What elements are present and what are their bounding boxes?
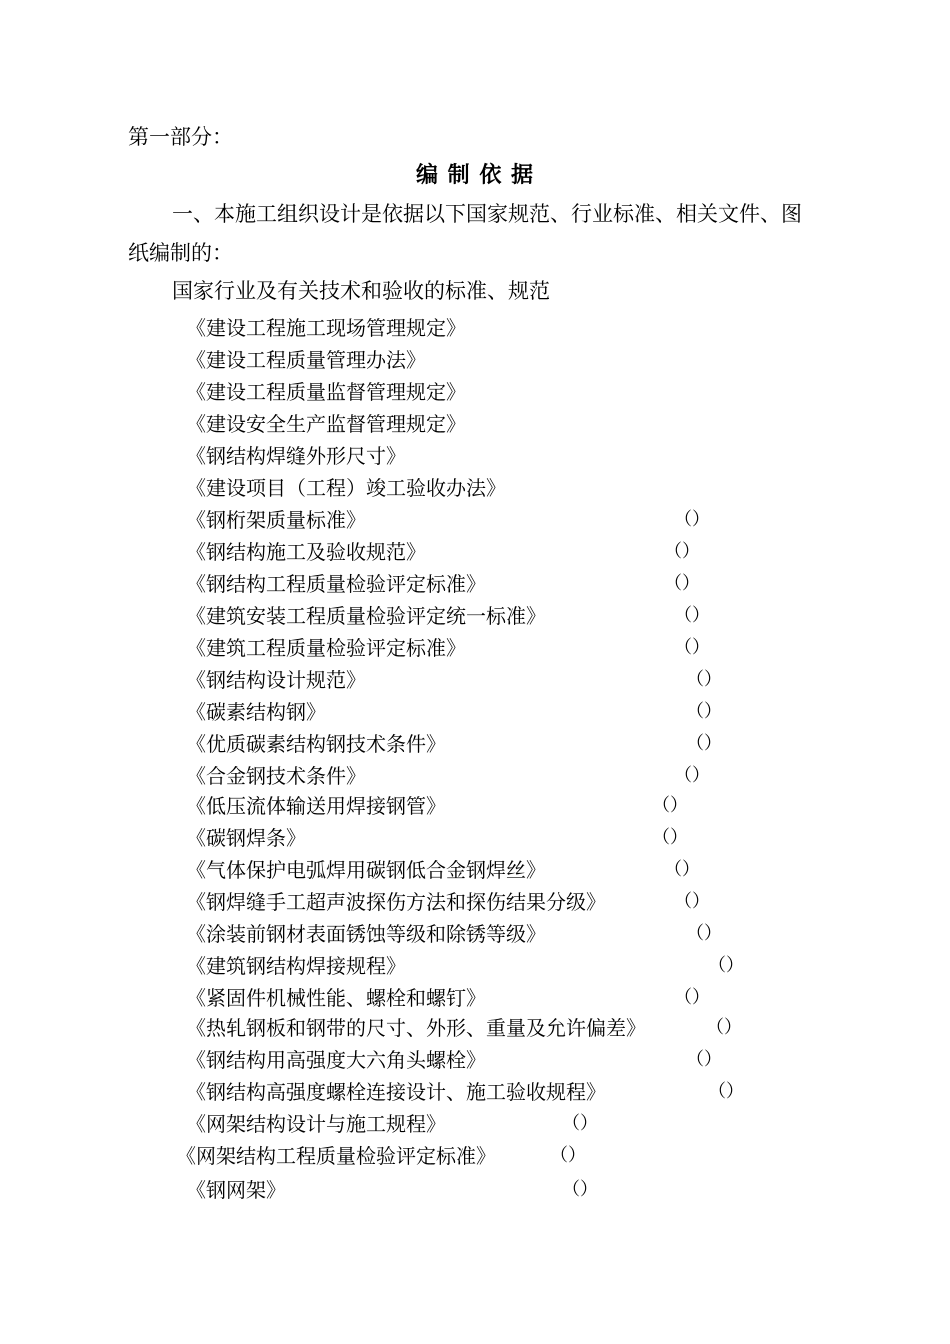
standard-code: （）: [708, 955, 744, 976]
standard-title: 《气体保护电弧焊用碳钢低合金钢焊丝》: [186, 858, 546, 882]
standard-title: 《建筑钢结构焊接规程》: [186, 954, 406, 978]
standard-title: 《建设安全生产监督管理规定》: [186, 412, 466, 436]
standard-title: 《钢网架》: [186, 1178, 286, 1202]
standard-title: 《碳钢焊条》: [186, 826, 306, 850]
standard-title: 《优质碳素结构钢技术条件》: [186, 732, 446, 756]
standard-title: 《钢结构工程质量检验评定标准》: [186, 572, 486, 596]
standard-title: 《紧固件机械性能、螺栓和螺钉》: [186, 986, 486, 1010]
standard-title: 《合金钢技术条件》: [186, 764, 366, 788]
standard-code: （）: [652, 795, 688, 816]
standard-code: （）: [674, 637, 710, 658]
standard-title: 《钢结构焊缝外形尺寸》: [186, 444, 406, 468]
standard-code: （）: [708, 1081, 744, 1102]
standard-code: （）: [706, 1017, 742, 1038]
standard-code: （）: [550, 1145, 586, 1166]
standard-title: 《建设工程质量监督管理规定》: [186, 380, 466, 404]
standard-title: 《建设工程质量管理办法》: [186, 348, 426, 372]
standard-title: 《热轧钢板和钢带的尺寸、外形、重量及允许偏差》: [186, 1016, 646, 1040]
standard-code: （）: [664, 541, 700, 562]
standard-title: 《网架结构设计与施工规程》: [186, 1112, 446, 1136]
standard-code: （）: [562, 1179, 598, 1200]
intro-line-2: 纸编制的：: [128, 241, 233, 265]
standard-title: 《钢桁架质量标准》: [186, 508, 366, 532]
standard-code: （）: [674, 765, 710, 786]
standard-title: 《低压流体输送用焊接钢管》: [186, 794, 446, 818]
standard-title: 《涂装前钢材表面锈蚀等级和除锈等级》: [186, 922, 546, 946]
standard-code: （）: [686, 733, 722, 754]
intro-line-1: 一、本施工组织设计是依据以下国家规范、行业标准、相关文件、图: [172, 202, 802, 226]
standard-code: （）: [562, 1113, 598, 1134]
standard-title: 《钢结构高强度螺栓连接设计、施工验收规程》: [186, 1080, 606, 1104]
standard-code: （）: [652, 827, 688, 848]
standard-code: （）: [664, 573, 700, 594]
standard-title: 《钢结构设计规范》: [186, 668, 366, 692]
standard-title: 《建设工程施工现场管理规定》: [186, 316, 466, 340]
part-label: 第一部分：: [128, 125, 233, 149]
standard-title: 《建筑安装工程质量检验评定统一标准》: [186, 604, 546, 628]
standard-code: （）: [674, 605, 710, 626]
standard-code: （）: [674, 891, 710, 912]
standard-title: 《建设项目（工程）竣工验收办法》: [186, 476, 506, 500]
standard-title: 《钢结构用高强度大六角头螺栓》: [186, 1048, 486, 1072]
standards-subheading: 国家行业及有关技术和验收的标准、规范: [172, 279, 550, 303]
standard-code: （）: [686, 701, 722, 722]
standard-code: （）: [686, 1049, 722, 1070]
standard-title: 《钢结构施工及验收规范》: [186, 540, 426, 564]
section-title: 编 制 依 据: [416, 162, 534, 188]
standard-code: （）: [686, 923, 722, 944]
standard-code: （）: [686, 669, 722, 690]
standard-title: 《碳素结构钢》: [186, 700, 326, 724]
standard-title: 《网架结构工程质量检验评定标准》: [176, 1144, 496, 1168]
standard-title: 《钢焊缝手工超声波探伤方法和探伤结果分级》: [186, 890, 606, 914]
standard-code: （）: [664, 859, 700, 880]
standard-code: （）: [674, 987, 710, 1008]
standard-title: 《建筑工程质量检验评定标准》: [186, 636, 466, 660]
standard-code: （）: [674, 509, 710, 530]
